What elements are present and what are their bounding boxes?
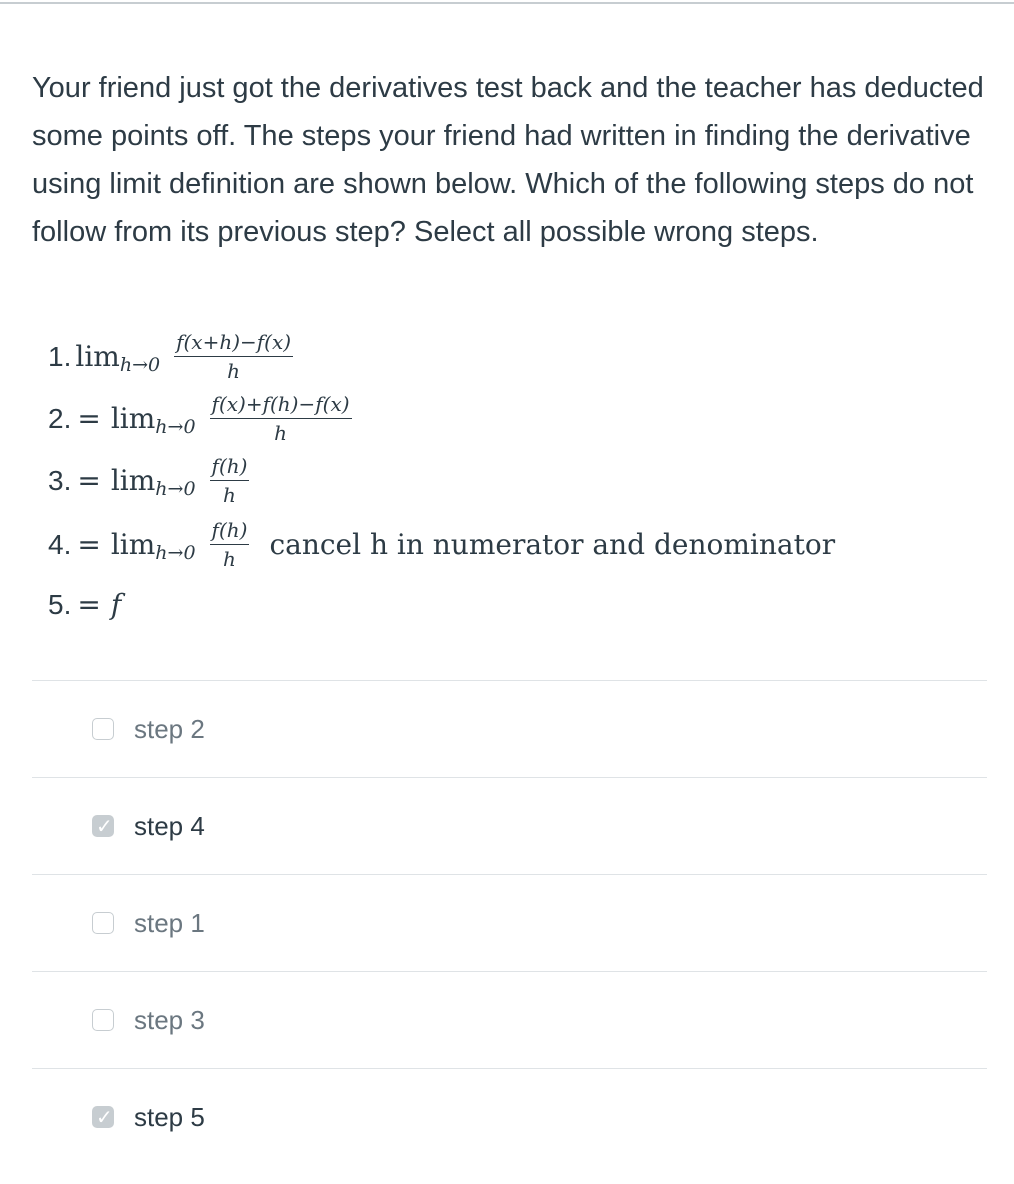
answer-options xyxy=(32,680,987,1165)
equals-sign: = xyxy=(77,464,101,497)
fraction xyxy=(210,392,352,445)
answer-label[interactable]: step 2 xyxy=(134,714,205,744)
equals-sign: = xyxy=(77,588,101,621)
checkmark-icon: ✓ xyxy=(96,814,113,838)
numerator: f(x+h)−f(x) xyxy=(174,330,293,357)
checkbox[interactable] xyxy=(92,815,114,837)
step-2 xyxy=(48,392,352,445)
fraction xyxy=(174,330,293,383)
lim-operator: lim xyxy=(75,340,120,373)
checkbox[interactable] xyxy=(92,1009,114,1031)
step-note: cancel h in numerator and denominator xyxy=(269,528,836,561)
checkbox[interactable] xyxy=(92,912,114,934)
denominator: h xyxy=(223,483,236,507)
step-1 xyxy=(48,330,293,383)
answer-option[interactable] xyxy=(32,777,987,874)
lim-operator: lim xyxy=(110,528,156,561)
checkmark-icon: ✓ xyxy=(96,1105,113,1129)
lim-operator: lim xyxy=(110,402,156,435)
step-number: 2. xyxy=(48,402,72,434)
step-number: 4. xyxy=(48,528,72,560)
denominator: h xyxy=(274,421,287,445)
step-number: 5. xyxy=(48,588,72,620)
lim-subscript: h→0 xyxy=(119,353,161,376)
numerator: f(h) xyxy=(210,454,250,481)
answer-label[interactable]: step 5 xyxy=(134,1102,205,1132)
step-number: 1. xyxy=(48,340,72,372)
checkbox[interactable] xyxy=(92,718,114,740)
answer-option[interactable] xyxy=(32,971,987,1068)
checkbox[interactable] xyxy=(92,1106,114,1128)
denominator: h xyxy=(223,547,236,571)
step-3 xyxy=(48,454,249,507)
answer-label[interactable]: step 1 xyxy=(134,908,205,938)
answer-option[interactable] xyxy=(32,874,987,971)
step-5 xyxy=(48,588,121,621)
answer-option[interactable] xyxy=(32,1068,987,1165)
answer-label[interactable]: step 3 xyxy=(134,1005,205,1035)
final-expression: f xyxy=(110,588,122,621)
equals-sign: = xyxy=(77,402,101,435)
step-number: 3. xyxy=(48,464,72,496)
denominator: h xyxy=(227,359,241,383)
equals-sign: = xyxy=(77,528,101,561)
numerator: f(x)+f(h)−f(x) xyxy=(210,392,352,419)
lim-subscript: h→0 xyxy=(155,477,196,500)
numerator: f(h) xyxy=(210,518,250,545)
top-divider xyxy=(0,2,1014,4)
fraction xyxy=(210,518,250,571)
step-4 xyxy=(48,518,835,571)
lim-operator: lim xyxy=(110,464,156,497)
fraction xyxy=(210,454,250,507)
lim-subscript: h→0 xyxy=(155,415,196,438)
question-text: Your friend just got the derivatives test back and the teacher has deducted some points off. The steps your friend had written in finding the derivative using limit definition are shown below. Which of the following steps do not follow from its previous step? Select all possible wrong steps. xyxy=(32,72,984,248)
answer-option[interactable] xyxy=(32,680,987,777)
lim-subscript: h→0 xyxy=(155,541,196,564)
answer-label[interactable]: step 4 xyxy=(134,811,205,841)
